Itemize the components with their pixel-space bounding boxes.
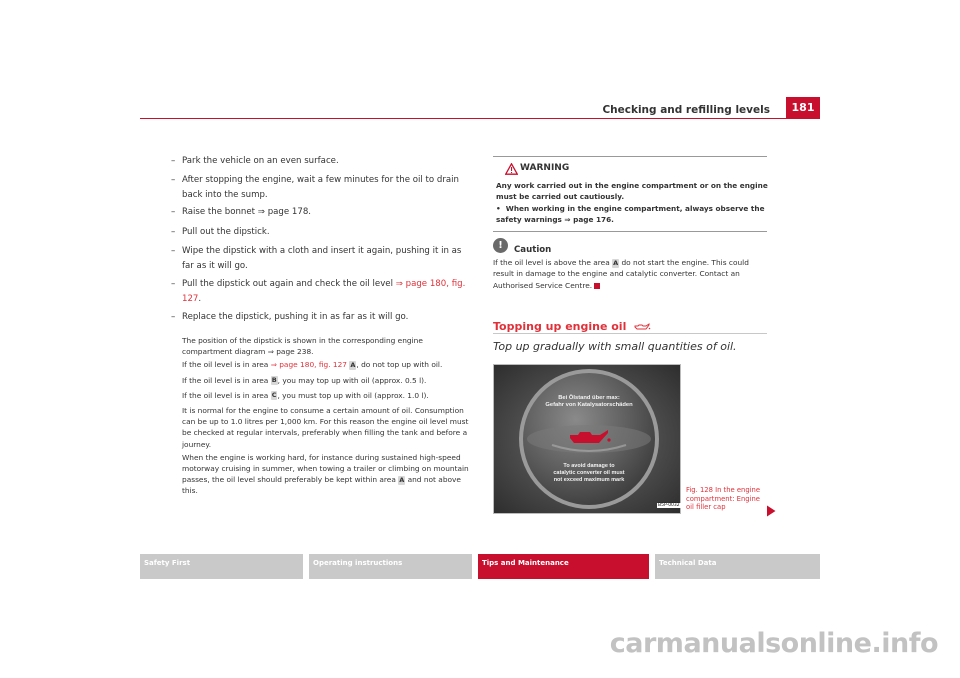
step-dash: – xyxy=(171,156,176,166)
cap-text-english-1: To avoid damage to xyxy=(563,463,615,469)
warning-bullet-item xyxy=(496,203,768,226)
paragraph: It is normal for the engine to consume a certain amount of oil. Consumption can be up to 1.0 litres per 1,000 km. For this reason the engine oil level must be checked at regular intervals, preferably when filling the tank and before a journey. xyxy=(182,406,469,449)
step-text: After stopping the engine, wait a few minutes for the oil to drain back into the sump. xyxy=(182,175,459,200)
text-span: If the oil level is in area xyxy=(182,360,271,370)
step-text-end: . xyxy=(198,294,202,304)
step-item xyxy=(171,154,468,169)
warning-body xyxy=(496,180,768,226)
oil-filler-cap-illustration xyxy=(494,365,680,513)
paragraph xyxy=(182,452,470,497)
text-span: , you must top up with oil (approx. 1.0 l). xyxy=(277,390,429,400)
page-link[interactable]: ⇒ page 180, fig. 127 xyxy=(270,360,347,370)
caution-title: Caution xyxy=(514,245,552,255)
cap-text-english-3: not exceed maximum mark xyxy=(553,477,625,483)
paragraph: The position of the dipstick is shown in the corresponding engine compartment diagram ⇒ page 238. xyxy=(182,336,423,357)
section-title xyxy=(493,320,651,333)
caution-body xyxy=(493,257,771,291)
page-number: 181 xyxy=(786,97,820,118)
paragraph xyxy=(182,375,470,386)
area-tag: A xyxy=(399,475,405,484)
step-text: Pull out the dipstick. xyxy=(182,227,270,237)
area-tag: B xyxy=(271,376,277,385)
step-dash: – xyxy=(171,227,176,237)
warning-title: WARNING xyxy=(520,163,570,173)
text-span: When the engine is working hard, for instance during sustained high-speed motorway cruising in summer, when towing a trailer or climbing on mountain passes, the oil level should preferably be kept within area xyxy=(182,452,469,485)
section-subtitle: Top up gradually with small quantities of oil. xyxy=(493,340,737,353)
text-span: do not start the engine. This could result in damage to the engine and catalytic converter. Contact an Authorised Service Centre. xyxy=(493,258,749,290)
footer-tab-tips-and-maintenance[interactable]: Tips and Maintenance xyxy=(478,554,649,579)
area-tag: A xyxy=(613,258,619,267)
step-item xyxy=(171,244,468,274)
bullet: • xyxy=(496,203,501,213)
text-span: If the oil level is in area xyxy=(182,375,271,385)
step-item xyxy=(171,310,468,325)
footer-tab-technical-data[interactable]: Technical Data xyxy=(655,554,820,579)
next-page-arrow-icon[interactable] xyxy=(766,505,776,517)
step-text: Pull the dipstick out again and check the oil level xyxy=(182,279,396,289)
warning-text: Any work carried out in the engine compartment or on the engine must be carried out cautiously. xyxy=(496,181,768,202)
paragraph xyxy=(182,390,470,401)
page-link[interactable]: ⇒ page 180, fig. 127 xyxy=(182,279,466,304)
watermark: carmanualsonline.info xyxy=(609,628,938,659)
text-span: , do not top up with oil. xyxy=(356,360,443,370)
step-dash: – xyxy=(171,312,176,322)
text-span: If the oil level is above the area xyxy=(493,258,613,267)
header-divider xyxy=(140,118,820,119)
area-tag: A xyxy=(350,360,356,369)
step-dash: – xyxy=(171,279,176,289)
step-text: Replace the dipstick, pushing it in as far as it will go. xyxy=(182,312,409,322)
step-item xyxy=(171,277,468,307)
end-of-section-marker xyxy=(594,283,600,289)
cap-text-german-1: Bei Ölstand über max: xyxy=(558,395,620,401)
step-text: Park the vehicle on an even surface. xyxy=(182,156,339,166)
cap-text-german-2: Gefahr von Katalysatorschäden xyxy=(545,402,633,408)
warning-text: When working in the engine compartment, always observe the safety warnings ⇒ page 176. xyxy=(496,203,765,225)
section-title-text: Topping up engine oil xyxy=(493,320,627,333)
step-item xyxy=(171,173,468,203)
step-dash: – xyxy=(171,246,176,256)
caution-icon: ! xyxy=(493,238,508,253)
text-span: and not above this. xyxy=(182,475,461,496)
step-text: Raise the bonnet ⇒ page 178. xyxy=(182,207,312,217)
caution-text xyxy=(493,257,771,291)
footer-tab-safety-first[interactable]: Safety First xyxy=(140,554,303,579)
section-divider xyxy=(493,333,767,334)
step-text: Wipe the dipstick with a cloth and insert it again, pushing it in as far as it will go. xyxy=(182,246,462,271)
step-dash: – xyxy=(171,207,176,217)
figure-caption: Fig. 128 In the engine compartment: Engine oil filler cap xyxy=(686,486,761,512)
area-tag: C xyxy=(271,391,277,400)
oil-can-icon xyxy=(633,323,651,332)
text-span: If the oil level is in area xyxy=(182,390,271,400)
cap-text-english-2: catalytic converter oil must xyxy=(553,470,625,476)
step-item xyxy=(171,205,468,220)
warning-triangle-icon xyxy=(505,163,518,175)
step-dash: – xyxy=(171,175,176,185)
text-span: , you may top up with oil (approx. 0.5 l). xyxy=(277,375,427,385)
figure-code: B5P-0032 xyxy=(658,503,680,508)
footer-tab-operating-instructions[interactable]: Operating instructions xyxy=(309,554,472,579)
paragraph xyxy=(182,359,470,370)
step-item xyxy=(171,225,468,240)
oil-filler-cap-figure xyxy=(493,364,681,514)
body-text xyxy=(182,335,470,497)
page-header-title: Checking and refilling levels xyxy=(602,104,770,116)
